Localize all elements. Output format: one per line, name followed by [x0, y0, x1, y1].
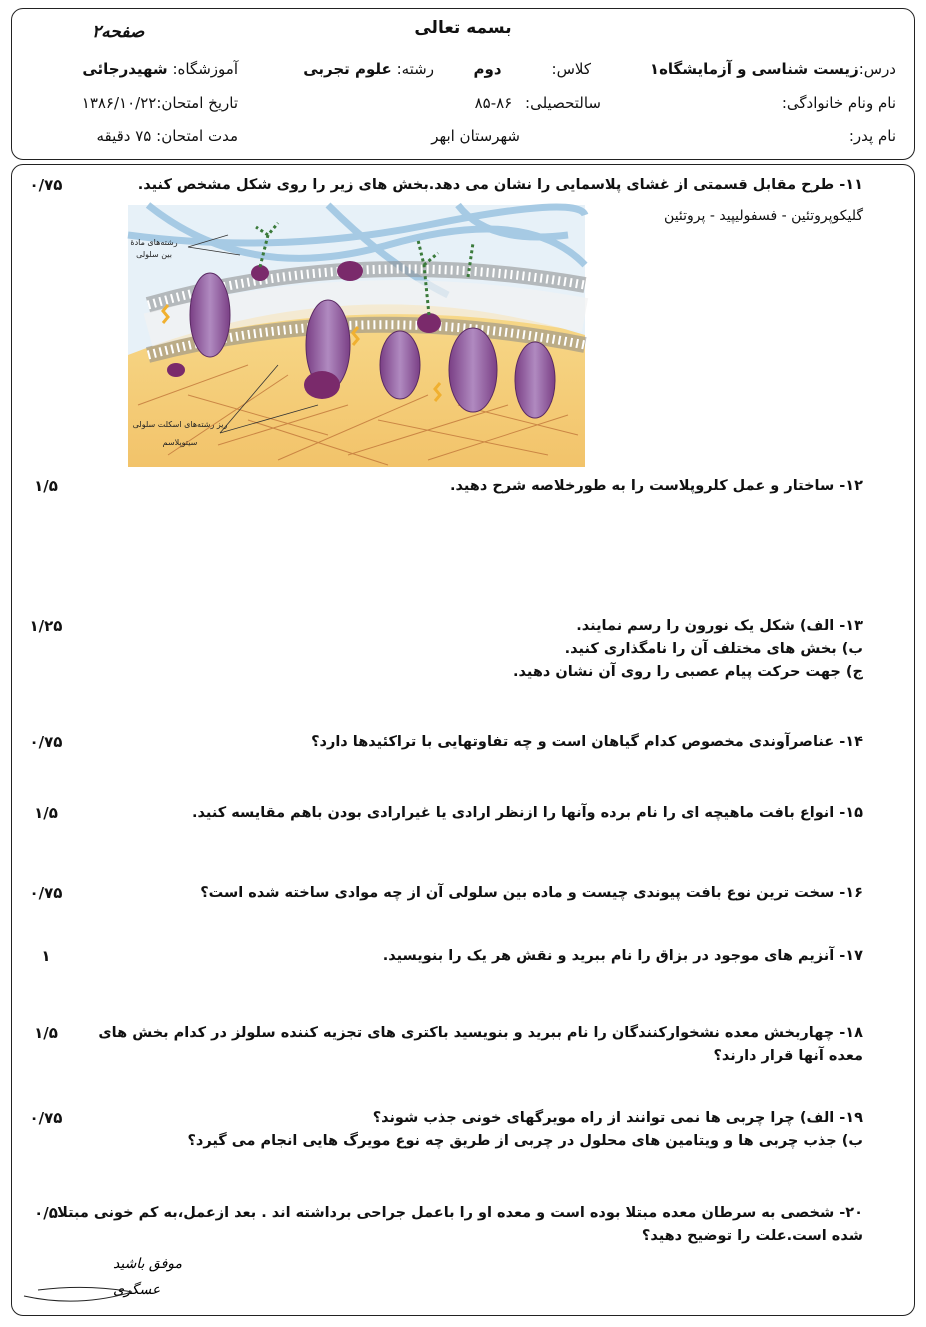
field-value: علوم تجربی — [303, 60, 392, 78]
question-line: معده آنها قرار دارند؟ — [713, 1048, 863, 1064]
signature-line-2: عسگری — [113, 1282, 161, 1298]
father-label: نام پدر: — [848, 127, 896, 145]
teacher-signature — [18, 1250, 183, 1310]
question-line: ب) جذب چربی ها و ویتامین های محلول در چربی از طریق چه نوع مویرگ هایی انجام می گیرد؟ — [187, 1133, 863, 1149]
exam-title: بسمه تعالی — [414, 18, 512, 38]
question-20 — [57, 1202, 863, 1248]
question-16 — [200, 882, 863, 905]
score-19: ۰/۷۵ — [29, 1109, 63, 1127]
duration-label: مدت امتحان: — [156, 127, 238, 145]
plasma-membrane-diagram — [128, 205, 585, 467]
question-line: شده است.علت را توضیح دهید؟ — [641, 1228, 863, 1244]
question-13 — [513, 615, 863, 684]
score-20: ۰/۵ — [34, 1204, 58, 1222]
score-14: ۰/۷۵ — [29, 733, 63, 751]
question-line: ج) جهت حرکت پیام عصبی را روی آن نشان دهید. — [513, 664, 863, 680]
class-label: کلاس: — [551, 60, 591, 78]
class-row — [474, 60, 591, 78]
field-row — [303, 60, 434, 78]
duration-value: ۷۵ دقیقه — [96, 127, 152, 145]
question-12 — [450, 475, 863, 498]
diagram-parts-list: گلیکوپروتئین - فسفولیپید - پروتئین — [664, 208, 863, 224]
question-line: ۱۴- عناصرآوندی مخصوص کدام گیاهان است و چه تفاوتهایی با تراکئیدها دارد؟ — [311, 734, 863, 750]
signature-line-1: موفق باشید — [113, 1256, 183, 1272]
field-label: رشته: — [396, 60, 434, 78]
label-extracellular: بین سلولی — [136, 250, 172, 259]
year-row — [475, 94, 601, 112]
score-18: ۱/۵ — [34, 1024, 58, 1042]
label-matrix-fibers: رشته‌های مادهٔ — [130, 238, 178, 247]
date-label: تاریخ امتحان: — [156, 94, 238, 112]
year-value: ۸۶-۸۵ — [474, 94, 513, 112]
question-19 — [188, 1107, 864, 1153]
duration-row — [96, 127, 238, 145]
date-row — [82, 94, 238, 112]
city: شهرستان ابهر — [431, 127, 520, 145]
course-value: زیست شناسی و آزمایشگاه۱ — [649, 60, 859, 78]
course-row — [650, 60, 896, 78]
school-row — [82, 60, 238, 78]
question-line: ب) بخش های مختلف آن را نامگذاری کنید. — [564, 641, 863, 657]
question-line: ۲۰- شخصی به سرطان معده مبتلا بوده است و معده او را باعمل جراحی برداشته اند . بعد ازعمل،به کم خونی مبتلا — [57, 1205, 863, 1221]
question-line: ۱۷- آنزیم های موجود در بزاق را نام ببرید و نقش هر یک را بنویسید. — [382, 948, 863, 964]
question-11 — [138, 174, 863, 197]
score-17: ۱ — [41, 947, 51, 965]
class-value: دوم — [473, 60, 502, 78]
year-label: سالتحصیلی: — [525, 94, 601, 112]
question-line: ۱۳- الف) شکل یک نورون را رسم نمایند. — [576, 618, 863, 634]
question-line: ۱۵- انواع بافت ماهیچه ای را نام برده وآنها را ازنظر ارادی یا غیرارادی بودن باهم مقایسه کنید. — [192, 805, 863, 821]
school-label: آموزشگاه: — [172, 60, 238, 78]
question-line: ۱۱- طرح مقابل قسمتی از غشای پلاسمایی را نشان می دهد.بخش های زیر را روی شکل مشخص کنید. — [137, 177, 863, 193]
label-cytoskeleton: ریز رشته‌های اسکلت سلولی — [132, 420, 228, 429]
date-value: ۱۳۸۶/۱۰/۲۲ — [81, 94, 157, 112]
name-label: نام ونام خانوادگی: — [781, 94, 896, 112]
question-15 — [192, 802, 863, 825]
question-line: ۱۶- سخت ترین نوع بافت پیوندی چیست و ماده بین سلولی آن از چه موادی ساخته شده است؟ — [200, 885, 863, 901]
question-14 — [311, 731, 863, 754]
school-value: شهیدرجائی — [82, 60, 168, 78]
question-17 — [383, 945, 863, 968]
score-16: ۰/۷۵ — [29, 884, 63, 902]
question-line: ۱۲- ساختار و عمل کلروپلاست را به طورخلاصه شرح دهید. — [450, 478, 863, 494]
label-cytoplasm: سیتوپلاسم — [162, 438, 198, 447]
question-18 — [98, 1022, 863, 1068]
page-number: صفحه۲ — [92, 22, 145, 42]
question-line: ۱۸- چهاربخش معده نشخوارکنندگان را نام ببرید و بنویسید باکتری های تجزیه کننده سلولز در کدام بخش های — [98, 1025, 863, 1041]
score-12: ۱/۵ — [34, 477, 58, 495]
score-13: ۱/۲۵ — [29, 617, 63, 635]
question-line: ۱۹- الف) چرا چربی ها نمی توانند از راه مویرگهای خونی جذب شوند؟ — [372, 1110, 863, 1126]
score-11: ۰/۷۵ — [29, 176, 63, 194]
score-15: ۱/۵ — [34, 804, 58, 822]
course-label: درس: — [858, 60, 896, 78]
